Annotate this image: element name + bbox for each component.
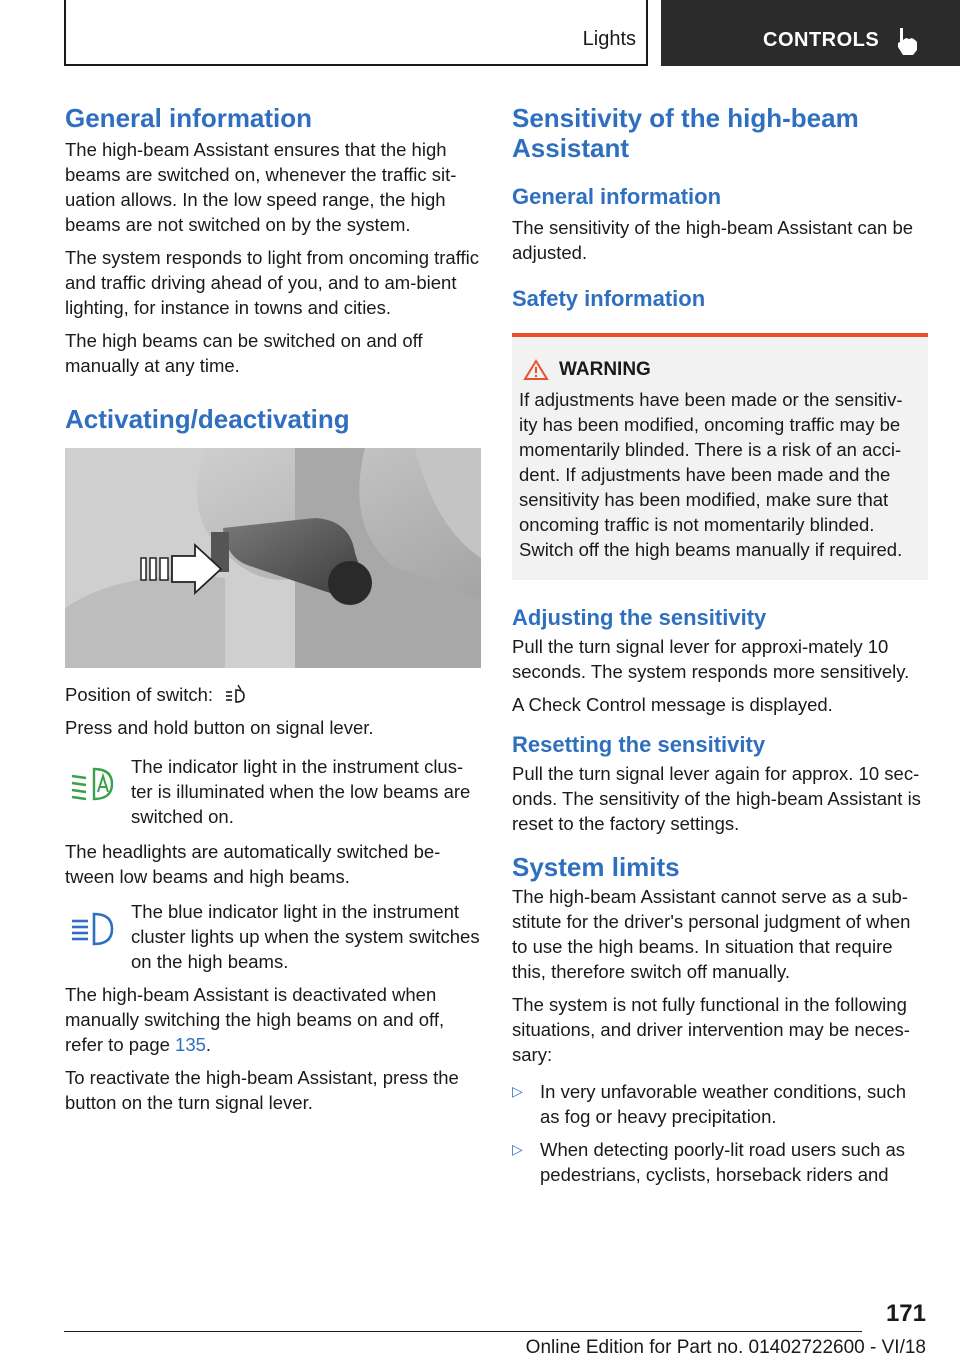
- heading-adjusting-sensitivity: Adjusting the sensitivity: [512, 605, 767, 630]
- paragraph-limits-2: The system is not fully functional in the following situations, and driver intervention may be neces-sary:: [512, 994, 910, 1065]
- header-chapter-label: CONTROLS: [763, 29, 880, 51]
- high-beam-indicator-icon: [68, 909, 118, 949]
- deactivated-text: The high-beam Assistant is deactivated when manually switching the high beams on and off, refer to page: [65, 984, 445, 1055]
- warning-box: [512, 333, 928, 580]
- low-beam-indicator-row: [65, 754, 481, 829]
- switch-position-label: Position of switch:: [65, 684, 214, 705]
- limits-list: [512, 1079, 928, 1187]
- footer-rule: [64, 1331, 862, 1332]
- triangle-bullet-icon: ▷: [512, 1141, 523, 1157]
- header-rule-left: [64, 0, 66, 66]
- paragraph-resetting: Pull the turn signal lever again for approx. 10 sec-onds. The sensitivity of the high-beam Assistant is reset to the factory settings.: [512, 763, 921, 834]
- list-item: [512, 1079, 928, 1129]
- warning-text: If adjustments have been made or the sensitiv-ity has been modified, oncoming traffic may be momentarily blinded. There is a risk of an acci-dent. If adjustments have been made and the sensitivity has been modified, make sure that oncoming traffic is not momentarily blinded. Switch off the high beams manually if required.: [519, 389, 903, 560]
- heading-sensitivity: Sensitivity of the high-beam Assistant: [512, 103, 859, 163]
- paragraph-switch-position: [65, 682, 481, 707]
- triangle-bullet-icon: ▷: [512, 1083, 523, 1099]
- paragraph-deactivated: [65, 982, 481, 1057]
- paragraph-sensitivity-adjustable: The sensitivity of the high-beam Assistant can be adjusted.: [512, 217, 914, 263]
- heading-activating-deactivating: Activating/deactivating: [65, 404, 350, 434]
- turn-signal-lever-photo: [65, 448, 481, 668]
- list-item: [512, 1137, 928, 1187]
- high-beam-assistant-icon: [224, 684, 246, 704]
- pointing-hand-icon: [895, 26, 921, 56]
- paragraph-system-responds: The system responds to light from oncoming traffic and traffic driving ahead of you, and to am-bient lighting, for instance in towns and cities.: [65, 247, 480, 318]
- heading-safety-information: Safety information: [512, 286, 706, 311]
- deactivated-text-end: .: [205, 1034, 212, 1055]
- paragraph-indicator-high-beam: The blue indicator light in the instrument cluster lights up when the system switches on the high beams.: [131, 901, 480, 972]
- heading-general-information-right: General information: [512, 184, 722, 209]
- paragraph-high-beam-intro: The high-beam Assistant ensures that the high beams are switched on, whenever the traffic sit-uation allows. In the low speed range, the high beams are not switched on by the system.: [65, 139, 457, 235]
- paragraph-reactivate: To reactivate the high-beam Assistant, press the button on the turn signal lever.: [65, 1067, 459, 1113]
- low-beam-auto-indicator-icon: [68, 764, 118, 804]
- left-column: [65, 103, 481, 1115]
- paragraph-indicator-low-beam: The indicator light in the instrument clus-ter is illuminated when the low beams are switched on.: [131, 756, 471, 827]
- paragraph-manual-switch: The high beams can be switched on and off manually at any time.: [65, 330, 423, 376]
- warning-title: WARNING: [559, 359, 651, 380]
- list-item-text: In very unfavorable weather conditions, such as fog or heavy precipitation.: [540, 1081, 907, 1127]
- high-beam-indicator-row: [65, 899, 481, 974]
- footer-edition: Online Edition for Part no. 01402722600 - VI/18: [525, 1337, 926, 1358]
- paragraph-auto-switching: The headlights are automatically switched be-tween low beams and high beams.: [65, 841, 441, 887]
- paragraph-press-hold: Press and hold button on signal lever.: [65, 717, 374, 738]
- right-column: [512, 103, 928, 1195]
- paragraph-adjusting: Pull the turn signal lever for approxi-mately 10 seconds. The system responds more sensitively.: [512, 636, 910, 682]
- heading-resetting-sensitivity: Resetting the sensitivity: [512, 732, 766, 757]
- page-number: 171: [885, 1300, 926, 1327]
- heading-system-limits: System limits: [512, 852, 680, 882]
- header-rule-right: [646, 0, 648, 66]
- header-section-title: Lights: [582, 28, 636, 50]
- header-chapter-tab: [661, 0, 960, 66]
- warning-triangle-icon: [523, 359, 549, 381]
- heading-general-information: General information: [65, 103, 313, 133]
- page-reference-link[interactable]: 135: [175, 1034, 206, 1055]
- list-item-text: When detecting poorly-lit road users such as pedestrians, cyclists, horseback riders and: [540, 1139, 906, 1185]
- paragraph-check-control: A Check Control message is displayed.: [512, 694, 833, 715]
- paragraph-limits-1: The high-beam Assistant cannot serve as a sub-stitute for the driver's personal judgment of when to use the high beams. In situation that require this, therefore switch off manually.: [512, 886, 911, 982]
- header-rule-bottom: [64, 64, 648, 66]
